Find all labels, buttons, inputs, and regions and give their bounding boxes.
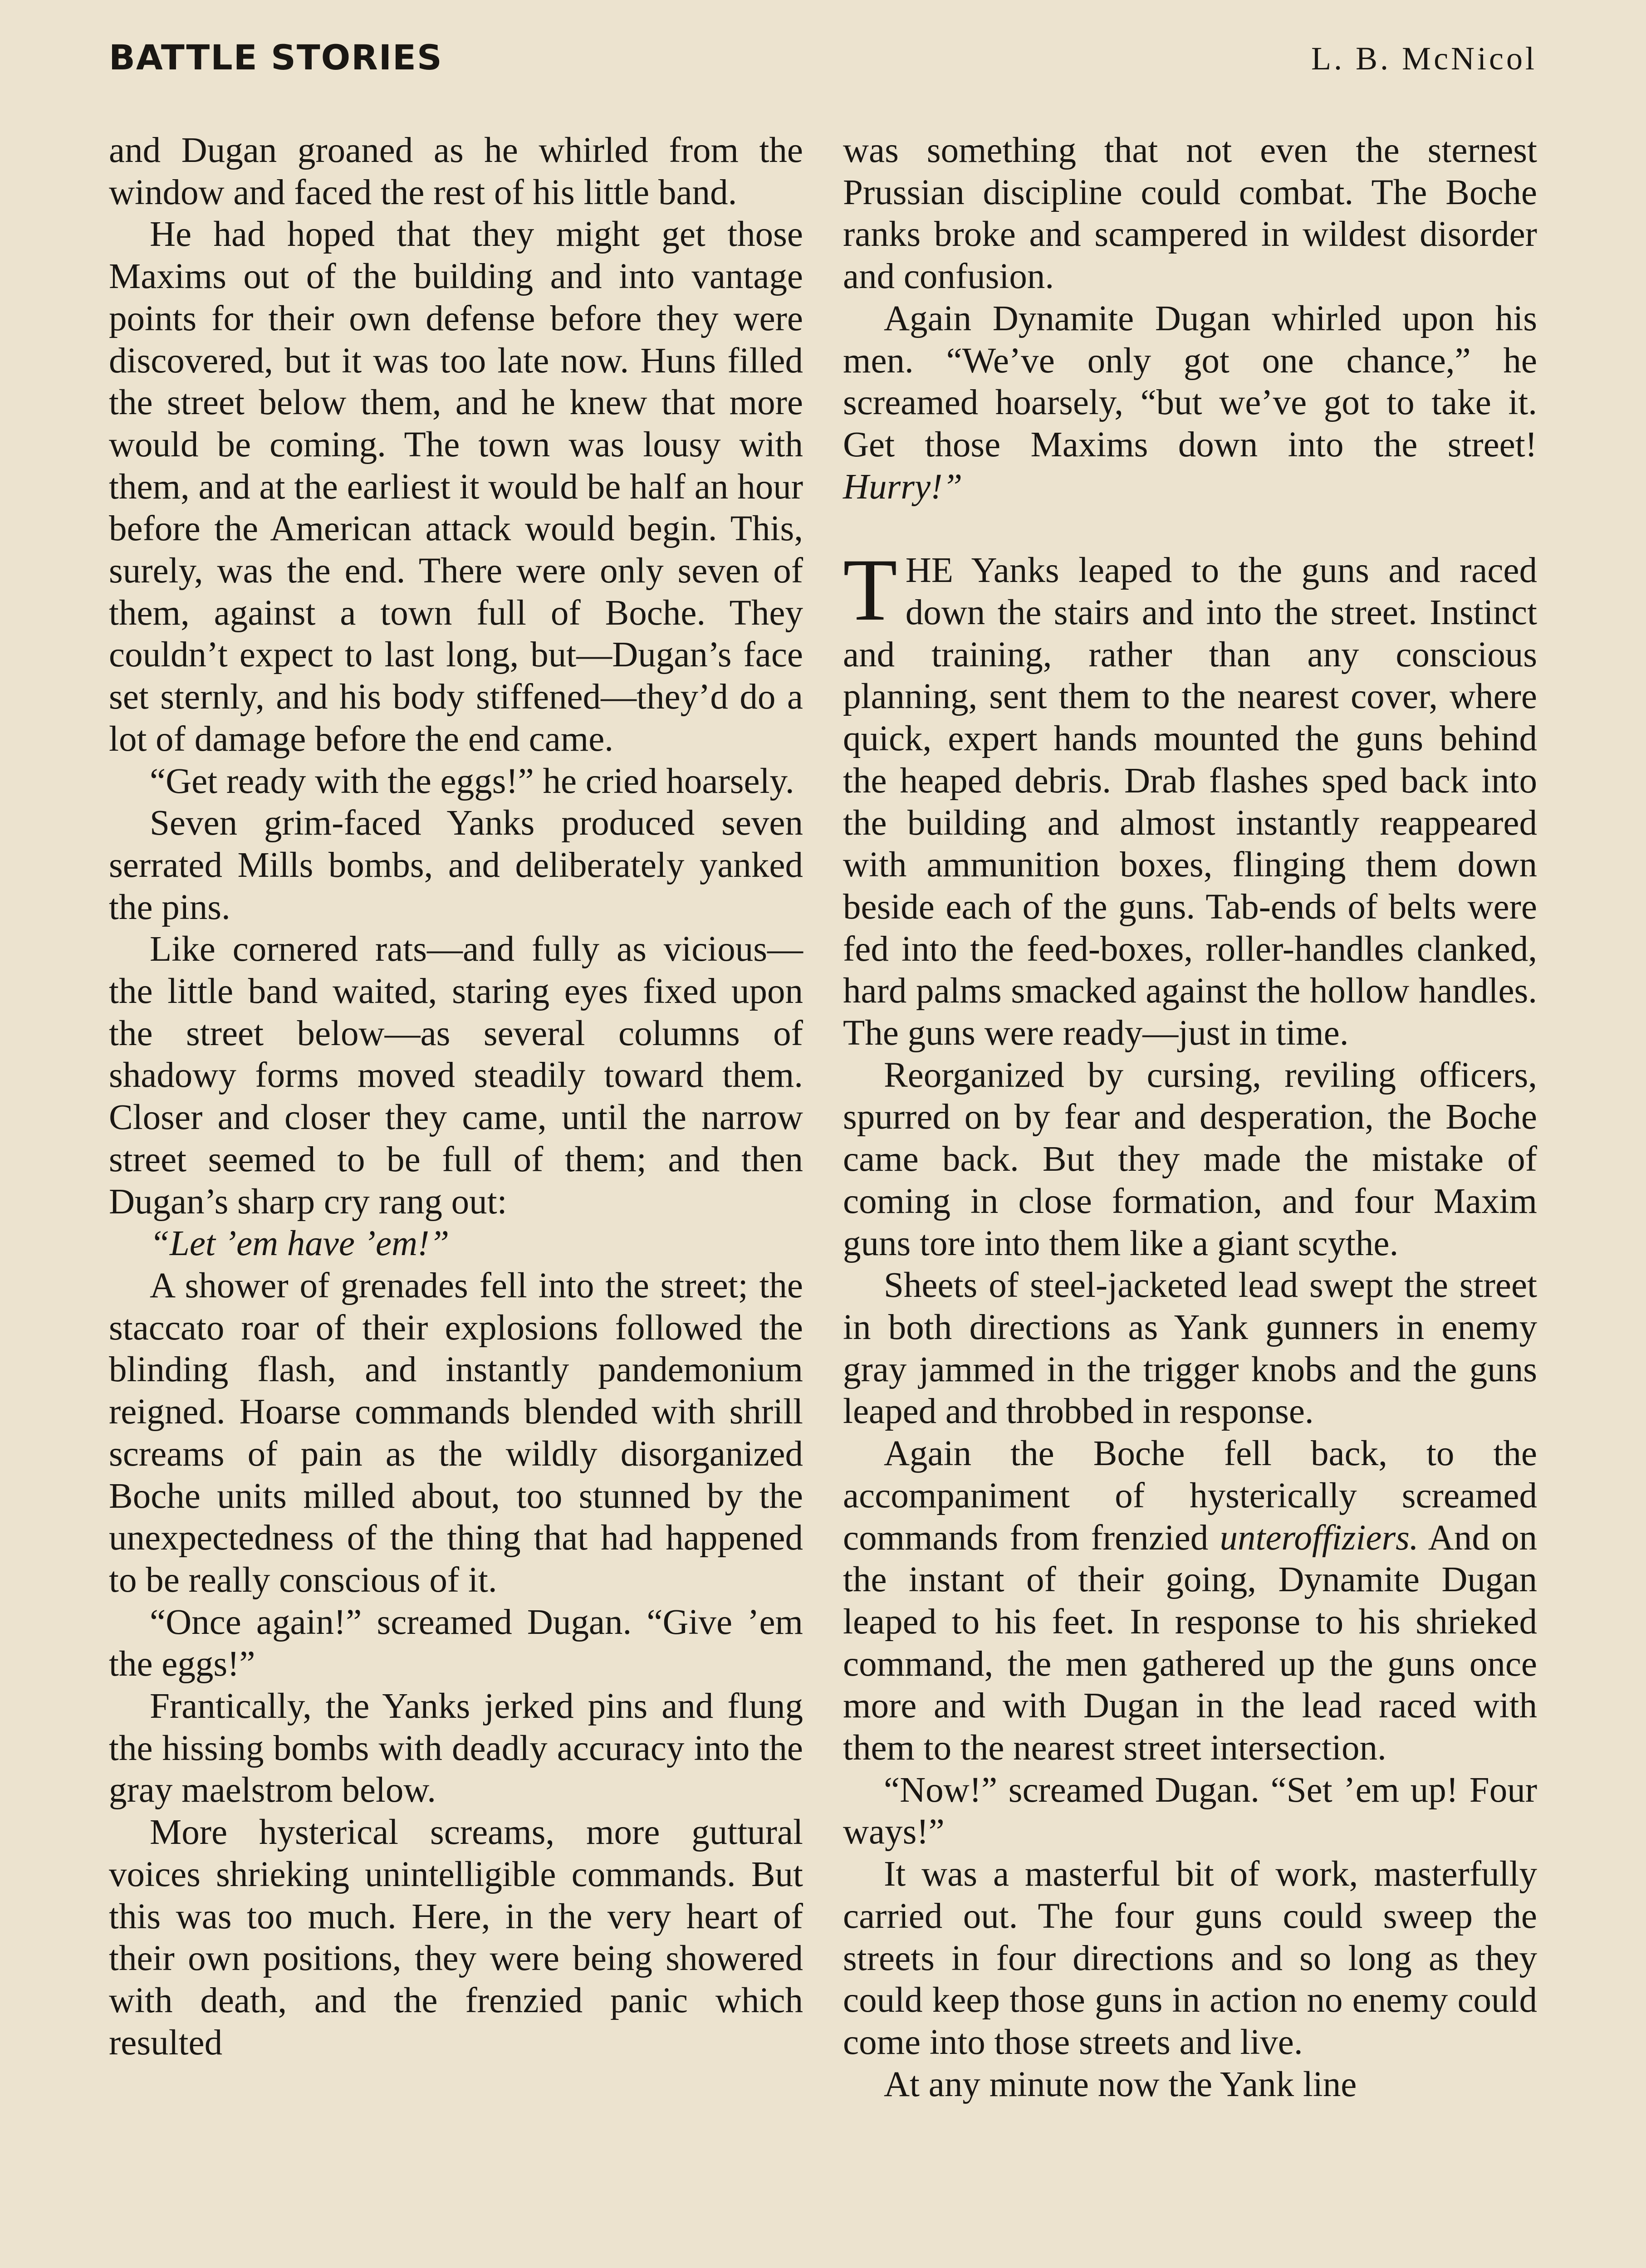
paragraph [843,1433,1537,1769]
paragraph: At any minute now the Yank line [884,2064,1357,2104]
drop-cap: T [843,541,897,640]
paragraph: “Get ready with the eggs!” he cried hoarsely. [150,761,794,801]
paragraph: and Dugan groaned as he whirled from the window and faced the rest of his little band. [109,131,803,212]
magazine-title: BATTLE STORIES [109,37,443,78]
paragraph: “Once again!” screamed Dugan. “Give ’em the eggs!” [109,1602,803,1684]
italic-word: Hurry!” [843,467,963,507]
paragraph-italic [109,1223,803,1265]
paragraph: More hysterical screams, more guttural voices shrieking unintelligible commands. But this was too much. Here, in the very heart of their own positions, they were being showered with death, and the frenzied panic which resulted [109,1813,803,2063]
paragraph: A shower of grenades fell into the street; the staccato roar of their explosions followed the blinding flash, and instantly pandemonium reigned. Hoarse commands blended with shrill screams of pain as the wildly disorganized Boche units milled about, too stunned by the unexpectedness of the thing that had happened to be really conscious of it. [109,1266,803,1600]
paragraph: Like cornered rats—and fully as vicious—the little band waited, staring eyes fixed upon the street below—as several columns of shadowy forms moved steadily toward them. Closer and closer they came, until the narrow street seemed to be full of them; and then Dugan’s sharp cry rang out: [109,929,803,1222]
paragraph: Seven grim-faced Yanks produced seven serrated Mills bombs, and deliberately yanked the pins. [109,803,803,927]
paragraph-text: HE Yanks leaped to the guns and raced down the stairs and into the street. Instinct and training, rather than any conscious planning, sent them to the nearest cover, where quick, expert hands mounted the guns behind the heaped debris. Drab flashes sped back into the building and almost instantly reappeared with ammunition boxes, flinging them down beside each of the guns. Tab-ends of belts were fed into the feed-boxes, roller-handles clanked, hard palms smacked against the hollow handles. The guns were ready—just in time. [843,551,1537,1053]
paragraph-text: Again the Boche fell back, to the accompaniment of hysterically screamed commands from frenzied [843,1434,1537,1558]
running-header [109,37,1537,101]
paragraph: Reorganized by cursing, reviling officers, spurred on by fear and desperation, the Boche came back. But they made the mistake of coming in close formation, and four Maxim guns tore into them like a giant scythe. [843,1055,1537,1263]
italic-line: “Let ’em have ’em!” [150,1224,450,1264]
left-column [109,130,803,2064]
paragraph-text: And on the instant of their going, Dynamite Dugan leaped to his feet. In response to his shrieked command, the men gathered up the guns once more and with Dugan in the lead raced with them to the nearest street intersection. [843,1518,1537,1768]
right-column [843,130,1537,2106]
paragraph: He had hoped that they might get those Maxims out of the building and into vantage points for their own defense before they were discovered, but it was too late now. Huns filled the street below them, and he knew that more would be coming. The town was lousy with them, and at the earliest it would be half an hour before the American attack would begin. This, surely, was the end. There were only seven of them, against a town full of Boche. They couldn’t expect to last long, but—Dugan’s face set sternly, and his body stiffened—they’d do a lot of damage before the end came. [109,215,803,759]
paragraph: “Now!” screamed Dugan. “Set ’em up! Four ways!” [843,1770,1537,1852]
italic-word: unteroffiziers. [1220,1518,1419,1558]
section-opening-paragraph [843,541,1537,1054]
paragraph: Frantically, the Yanks jerked pins and flung the hissing bombs with deadly accuracy into the gray maelstrom below. [109,1686,803,1810]
paragraph-text: Again Dynamite Dugan whirled upon his men. “We’ve only got one chance,” he screamed hoarsely, “but we’ve got to take it. Get those Maxims down into the street! [843,298,1537,464]
paragraph: It was a masterful bit of work, masterfully carried out. The four guns could sweep the streets in four directions and so long as they could keep those guns in action no enemy could come into those streets and live. [843,1854,1537,2062]
paragraph: was something that not even the sternest Prussian discipline could combat. The Boche ranks broke and scampered in wildest disorder and confusion. [843,131,1537,297]
author-name: L. B. McNicol [1311,40,1537,77]
paragraph: Sheets of steel-jacketed lead swept the street in both directions as Yank gunners in enemy gray jammed in the trigger knobs and the guns leaped and throbbed in response. [843,1266,1537,1432]
paragraph [843,298,1537,508]
